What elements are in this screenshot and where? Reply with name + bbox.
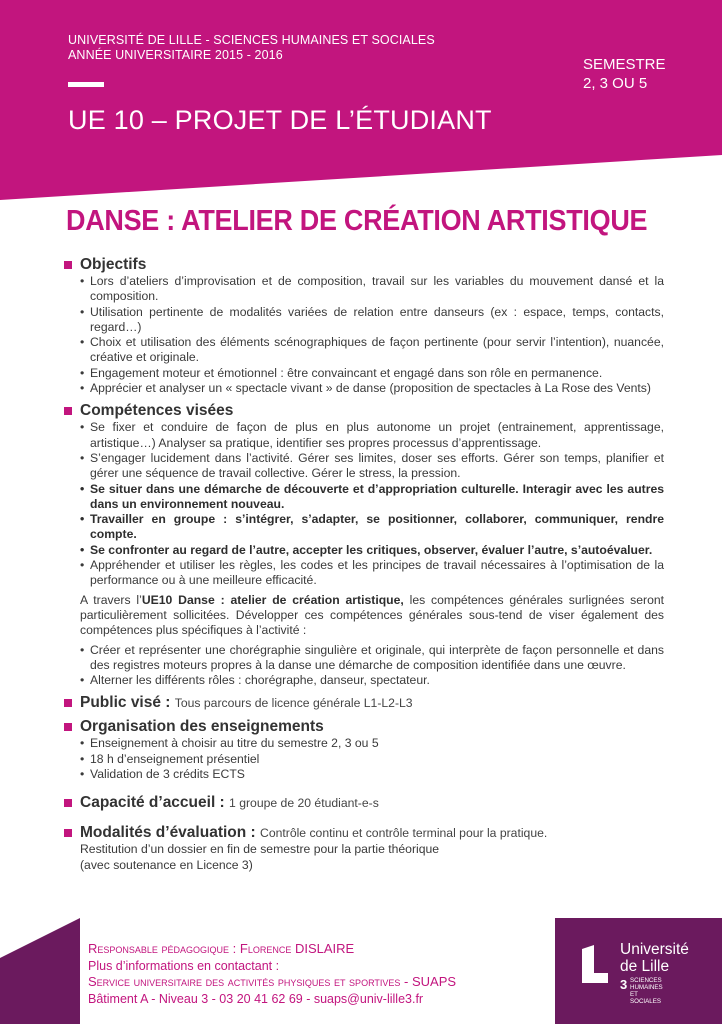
square-bullet-icon: [64, 261, 72, 269]
list-item-text: Enseignement à choisir au titre du semestre 2, 3 ou 5: [90, 736, 379, 751]
academic-year: ANNÉE UNIVERSITAIRE 2015 - 2016: [68, 48, 283, 62]
modalites-text: Contrôle continu et contrôle terminal pour la pratique.: [260, 826, 548, 841]
square-bullet-icon: [64, 407, 72, 415]
modalites-heading-text: Modalités d’évaluation :: [80, 824, 256, 842]
ue-title: UE 10 – PROJET DE L’ÉTUDIANT: [68, 105, 492, 135]
para-prefix: A travers l’: [80, 592, 142, 607]
logo-text: [620, 941, 689, 975]
modalites-details: [64, 842, 664, 873]
logo-sub1: SCIENCES HUMAINES: [630, 977, 663, 991]
university-name: UNIVERSITÉ DE LILLE - SCIENCES HUMAINES ET SOCIALES: [68, 33, 435, 47]
list-item-text: Alterner les différents rôles : chorégraphe, danseur, spectateur.: [90, 673, 430, 688]
logo-sub2: ET SOCIALES: [630, 991, 661, 1005]
university-header: [68, 33, 435, 63]
objectifs-list: [64, 274, 664, 396]
list-item-text: Se confronter au regard de l’autre, accepter les critiques, observer, évaluer l’autre, s’autoévaluer.: [90, 542, 653, 557]
list-item-text: Travailler en groupe : s’intégrer, s’adapter, se positionner, collaborer, communiquer, rendre compte.: [90, 512, 664, 542]
list-item: • Se confronter au regard de l’autre, accepter les critiques, observer, évaluer l’autre, s’autoévaluer.: [80, 542, 653, 557]
list-item: • Choix et utilisation des éléments scénographiques de façon pertinente (pour servir l’intention), nuancée, créative et originale.: [80, 335, 664, 365]
competences-paragraph: [64, 593, 664, 639]
list-item: • Validation de 3 crédits ECTS: [80, 767, 245, 782]
competences-heading: [64, 402, 664, 420]
semester-label-line2: 2, 3 OU 5: [583, 75, 648, 92]
organisation-heading-text: Organisation des enseignements: [80, 718, 324, 736]
square-bullet-icon: [64, 723, 72, 731]
specific-competences-list: [64, 643, 664, 689]
list-item: • Engagement moteur et émotionnel : être convaincant et engagé dans son rôle en permanence.: [80, 365, 603, 380]
square-bullet-icon: [64, 829, 72, 837]
logo-line1: Université: [620, 941, 689, 958]
para-rest: les compétences générales surlignées seront particulièrement sollicitées. Développer ces compétences générales sous-tend de viser également des compétences plus spécifiques à l’activité :: [80, 592, 665, 638]
list-item: • Se fixer et conduire de façon de plus en plus autonome un projet (entrainement, apprentissage, artistique…) Analyser sa pratique, identifier ses propres processus d’apprentissage.: [80, 420, 664, 450]
semester-label: [583, 55, 666, 93]
logo-mark-icon: [580, 945, 610, 985]
public-heading: [64, 694, 664, 712]
list-item-text: Appréhender et utiliser les règles, les codes et les principes de travail nécessaires à l’optimisation de la performance ou à une meilleure efficacité.: [90, 558, 664, 588]
responsable: Responsable pédagogique : Florence DISLAIRE: [88, 941, 355, 956]
modalites-line3: (avec soutenance en Licence 3): [80, 857, 253, 872]
competences-heading-text: Compétences visées: [80, 402, 234, 420]
address: Bâtiment A - Niveau 3 - 03 20 41 62 69 - suaps@univ-lille3.fr: [88, 991, 424, 1006]
capacite-text: 1 groupe de 20 étudiant-e-s: [229, 796, 379, 811]
competences-list: [64, 420, 664, 588]
list-item-text: Se situer dans une démarche de découverte et d’appropriation culturelle. Interagir avec les autres dans un environnement nouveau.: [90, 481, 664, 511]
list-item-text: Engagement moteur et émotionnel : être convaincant et engagé dans son rôle en permanence.: [90, 365, 603, 380]
list-item-text: Validation de 3 crédits ECTS: [90, 767, 245, 782]
organisation-list: [64, 736, 664, 782]
page-title: DANSE : ATELIER DE CRÉATION ARTISTIQUE: [66, 205, 648, 237]
logo-line2: de Lille: [620, 958, 670, 975]
list-item: • Apprécier et analyser un « spectacle vivant » de danse (proposition de spectacles à La Rose des Vents): [80, 381, 651, 396]
list-item-text: Lors d’ateliers d’improvisation et de composition, travail sur les variables du mouvement dansé et la composition.: [90, 274, 664, 304]
list-item: • Créer et représenter une chorégraphie singulière et originale, qui interprète de façon personnelle et dans des registres moteurs propres à la danse une démarche de composition identifiée dans une œuvre.: [80, 642, 664, 672]
list-item: • Travailler en groupe : s’intégrer, s’adapter, se positionner, collaborer, communiquer, rendre compte.: [80, 512, 664, 542]
public-text: Tous parcours de licence générale L1-L2-L3: [174, 696, 413, 711]
service-name: Service universitaire des activités physiques et sportives - SUAPS: [88, 974, 457, 989]
list-item-text: Choix et utilisation des éléments scénographiques de façon pertinente (pour servir l’intention), nuancée, créative et originale.: [90, 335, 664, 365]
list-item: • Lors d’ateliers d’improvisation et de composition, travail sur les variables du mouvement dansé et la composition.: [80, 274, 664, 304]
footer-contact: [88, 941, 456, 1007]
logo-subtitle: [630, 977, 663, 1005]
list-item-text: Créer et représenter une chorégraphie singulière et originale, qui interprète de façon personnelle et dans des registres moteurs propres à la danse une démarche de composition identifiée dans une œuvre.: [90, 642, 664, 672]
list-item-text: Apprécier et analyser un « spectacle vivant » de danse (proposition de spectacles à La Rose des Vents): [90, 381, 651, 396]
list-item-text: Se fixer et conduire de façon de plus en plus autonome un projet (entrainement, apprentissage, artistique…) Analyser sa pratique, identifier ses propres processus d’apprentissage.: [90, 420, 664, 450]
square-bullet-icon: [64, 799, 72, 807]
main-content: [64, 256, 664, 873]
square-bullet-icon: [64, 699, 72, 707]
list-item: • Se situer dans une démarche de découverte et d’appropriation culturelle. Interagir avec les autres dans un environnement nouveau.: [80, 481, 664, 511]
contact-info: Plus d’informations en contactant :: [88, 958, 280, 973]
objectifs-heading: [64, 256, 664, 274]
list-item: • Appréhender et utiliser les règles, les codes et les principes de travail nécessaires à l’optimisation de la performance ou à une meilleure efficacité.: [80, 558, 664, 588]
header-banner: [0, 0, 722, 200]
objectifs-heading-text: Objectifs: [80, 256, 147, 273]
list-item-text: Utilisation pertinente de modalités variées de relation entre danseurs (ex : espace, temps, contacts, regard…): [90, 304, 664, 334]
para-bold: UE10 Danse : atelier de création artistique,: [141, 592, 404, 607]
modalites-line2: Restitution d’un dossier en fin de semestre pour la partie théorique: [80, 842, 440, 857]
capacite-heading: [64, 794, 664, 812]
header-divider: [68, 82, 104, 87]
list-item: • Alterner les différents rôles : chorégraphe, danseur, spectateur.: [80, 673, 430, 688]
list-item: • S’engager lucidement dans l’activité. Gérer ses limites, doser ses efforts. Gérer son temps, planifier et gérer une séquence de travail collective. Gérer le stress, la pression.: [80, 450, 664, 481]
list-item: • Enseignement à choisir au titre du semestre 2, 3 ou 5: [80, 736, 379, 751]
public-heading-text: Public visé :: [80, 694, 171, 712]
semester-label-line1: SEMESTRE: [583, 56, 666, 73]
logo-number: 3: [620, 977, 628, 992]
list-item-text: S’engager lucidement dans l’activité. Gérer ses limites, doser ses efforts. Gérer son temps, planifier et gérer une séquence de travail collective. Gérer le stress, la pression.: [90, 450, 664, 481]
capacite-heading-text: Capacité d’accueil :: [80, 794, 225, 812]
list-item: • 18 h d’enseignement présentiel: [80, 751, 260, 766]
list-item: • Utilisation pertinente de modalités variées de relation entre danseurs (ex : espace, temps, contacts, regard…): [80, 304, 664, 334]
list-item-text: 18 h d’enseignement présentiel: [90, 751, 260, 766]
organisation-heading: [64, 718, 664, 736]
modalites-heading: [64, 824, 664, 842]
